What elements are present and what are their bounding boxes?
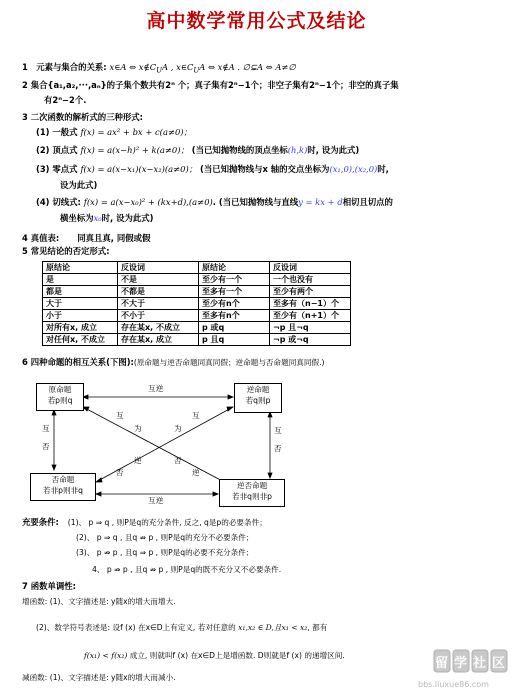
- increasing-def-1: 增函数: (1)、文字描述是: y随x的增大而增大.: [22, 597, 176, 606]
- label-diag-1: 互: [116, 411, 124, 420]
- suff-nec-line-3: (3)、 p ⇏ p , 且q ⇒ p , 则P是q的必要不充分条件；: [76, 548, 254, 557]
- table-row: 对任何x, 不成立 存在某x, 成立 p 且q ¬p 或¬q: [43, 334, 351, 346]
- label-top-converse: 互逆: [148, 384, 164, 393]
- label-left-2: 否: [42, 442, 50, 451]
- table-row: 大于 不大于 至少有n个 至多有（n−1）个: [43, 298, 351, 310]
- label-right-1: 互: [274, 426, 282, 435]
- label-diag-3: 为: [174, 424, 182, 433]
- label-diag-4: 互: [192, 411, 200, 420]
- section-3-label: 3 二次函数的解析式的三种形式:: [22, 112, 143, 122]
- box-original-proposition: 原命题 若p则q: [36, 383, 84, 411]
- suff-nec-line-1: 充要条件: (1)、 p ⇒ q , 则P是q的充分条件, 反之, q是p的必要条件；: [22, 517, 267, 527]
- bottom-arrow-right-head: [213, 492, 218, 496]
- diag-arrow-2-head-b: [96, 478, 102, 482]
- form-tangent: (4) 切线式: f(x) = a(x−x₀)² + (kx+d),(a≠0). (当已知抛物线与直线y = kx + d相切且切点的: [36, 197, 393, 207]
- section-4: 4 真值表: 同真且真, 同假或假: [22, 233, 151, 243]
- section-1-formula: x∈A ⇔ $x\notin C_UA$ , $x\in C_UA$ ⇔ x∉A . ∅⊊A ⇔ A≠∅: [109, 62, 296, 75]
- box-contrapositive-proposition: 逆否命题 若非q则非p: [219, 479, 285, 507]
- watermark-char: 留: [435, 656, 449, 671]
- watermark-char: 学: [454, 656, 468, 671]
- watermark-url: bbs.liuxue86.com: [418, 680, 489, 689]
- suff-nec-line-2: (2)、 p ⇒ q , 且q ⇏ p , 则P是q的充分不必要条件；: [76, 533, 254, 542]
- label-diag-5: 逆: [134, 456, 142, 465]
- section-1-label: 1 元素与集合的关系:: [22, 62, 107, 72]
- label-diag-8: 逆: [192, 468, 200, 477]
- table-row: 对所有x, 成立 存在某x, 不成立 p 或q ¬p 且¬q: [43, 322, 351, 334]
- box-inverse-proposition: 否命题 若非p则非q: [30, 473, 96, 501]
- label-left-1: 互: [42, 424, 50, 433]
- decreasing-def-1: 减函数: (1)、文字描述是: y随x的增大而减小.: [22, 673, 176, 682]
- diag-arrow-2-head-a: [227, 407, 233, 411]
- increasing-def-2: (2)、数学符号表述是: 设f (x) 在x∈D上有定义, 若对任意的 x₁,x₂ ∈ D,且x₁ < x₂, 都有: [36, 623, 328, 632]
- label-diag-2: 为: [134, 424, 142, 433]
- form-tangent-line-2: 横坐标为x₀时, 设为此式): [60, 213, 154, 223]
- right-arrow-bottom-head: [268, 473, 272, 478]
- left-arrow-bottom-head: [52, 465, 56, 470]
- suff-nec-line-4: 4、 p ⇏ p , 且q ⇏ p , 则P是q的既不充分又不必要条件.: [92, 565, 282, 574]
- label-diag-6: 否: [116, 468, 124, 477]
- table-row: 都是 不都是 至多有一个 至少有两个: [43, 286, 351, 298]
- top-arrow-right-head: [228, 395, 233, 399]
- form-zero-line-2: 设为此式): [60, 180, 98, 190]
- label-right-2: 否: [274, 444, 282, 453]
- section-2-line-2: 有2ⁿ−2个.: [44, 95, 87, 105]
- increasing-def-3: f(x₁) < f(x₂) 成立, 则就叫f (x) 在x∈D上是增函数. D则就是f (x) 的递增区间.: [84, 651, 345, 660]
- form-general: (1) 一般式 f(x) = ax² + bx + c(a≠0)；: [36, 127, 192, 137]
- watermark-char: 区: [492, 656, 506, 671]
- label-diag-7: 否: [174, 456, 182, 465]
- section-6: 6 四种命题的相互关系(下图):(原命题与逆否命题同真同假；逆命题与否命题同真同假.): [22, 357, 325, 367]
- section-5-label: 5 常见结论的否定形式:: [22, 246, 110, 256]
- table-header-row: 原结论 反设词 原结论 反设词: [43, 262, 351, 274]
- diag-arrow-1: [83, 407, 228, 484]
- table-row: 小于 不小于 至多有n个 至少有（n+1）个: [43, 310, 351, 322]
- bottom-arrow-left-head: [96, 492, 101, 496]
- box-converse-proposition: 逆命题 若q则p: [234, 383, 282, 413]
- table-row: 是 不是 至少有一个 一个也没有: [43, 274, 351, 286]
- section-2-line-1: 2 集合{a₁,a₂,···,aₙ}的子集个数共有2ⁿ 个；真子集有2ⁿ−1个；非空子集有2ⁿ−1个；非空的真子集: [22, 80, 399, 90]
- section-7-label: 7 函数单调性:: [22, 581, 76, 591]
- page-title: 高中数学常用公式及结论: [146, 10, 367, 32]
- watermark-char: 社: [473, 656, 487, 671]
- label-bottom-converse: 互逆: [148, 496, 164, 505]
- form-vertex: (2) 顶点式 f(x) = a(x−h)² + k(a≠0)； (当已知抛物线的顶点坐标(h,k)时, 设为此式): [36, 145, 360, 155]
- form-zero: (3) 零点式 f(x) = a(x−x₁)(x−x₂)(a≠0)； (当已知抛物线与x 轴的交点坐标为(x₁,0),(x₂,0)时,: [36, 164, 389, 174]
